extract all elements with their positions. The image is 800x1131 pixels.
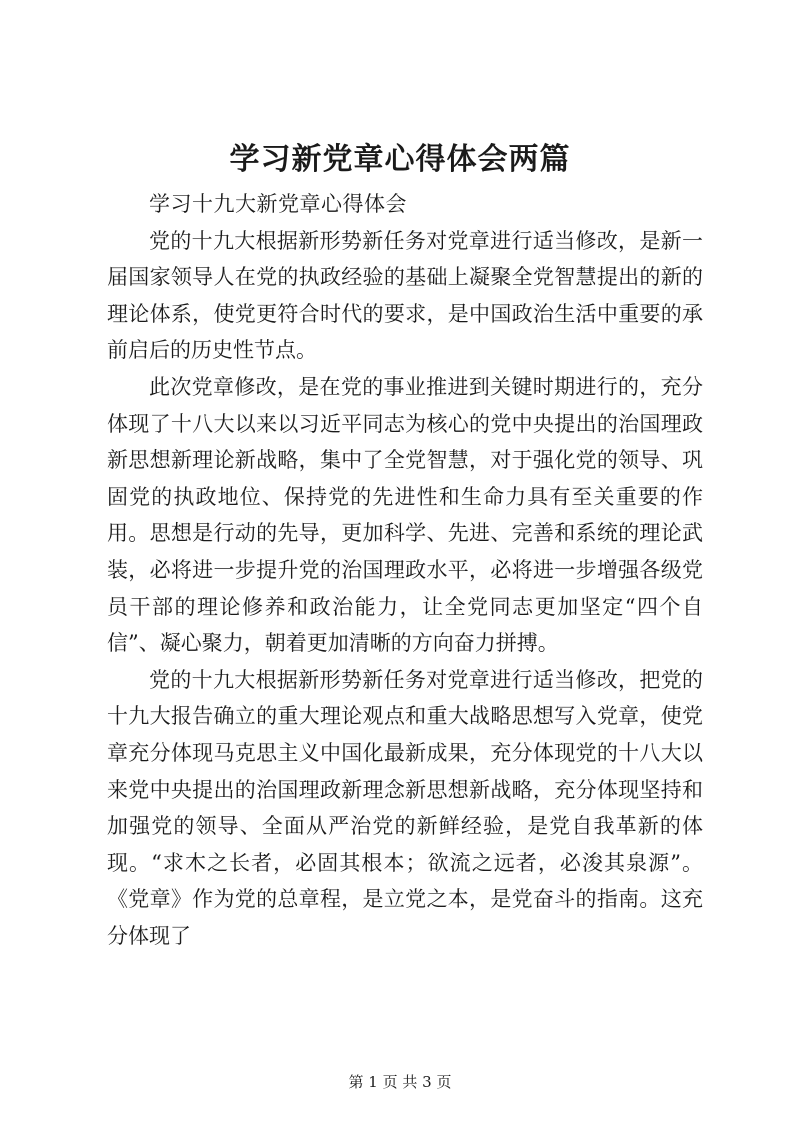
- document-title: 学习新党章心得体会两篇: [229, 142, 571, 177]
- paragraph-1: 党的十九大根据新形势新任务对党章进行适当修改，是新一届国家领导人在党的执政经验的基础上凝聚全党智慧提出的新的理论体系，使党更符合时代的要求，是中国政治生活中重要的承前启后的历史性节点。: [107, 228, 703, 363]
- paragraph-2: 此次党章修改，是在党的事业推进到关键时期进行的，充分体现了十八大以来以习近平同志为核心的党中央提出的治国理政新思想新理论新战略，集中了全党智慧，对于强化党的领导、巩固党的执政地位、保持党的先进性和生命力具有至关重要的作用。思想是行动的先导，更加科学、先进、完善和系统的理论武装，必将进一步提升党的治国理政水平，必将进一步增强各级党员干部的理论修养和政治能力，让全党同志更加坚定“四个自信”、凝心聚力，朝着更加清晰的方向奋力拼搏。: [107, 374, 703, 656]
- paragraph-3: 党的十九大根据新形势新任务对党章进行适当修改，把党的十九大报告确立的重大理论观点和重大战略思想写入党章，使党章充分体现马克思主义中国化最新成果，充分体现党的十八大以来党中央提出的治国理政新理念新思想新战略，充分体现坚持和加强党的领导、全面从严治党的新鲜经验，是党自我革新的体现。“求木之长者，必固其根本；欲流之远者，必浚其泉源”。《党章》作为党的总章程，是立党之本，是党奋斗的指南。这充分体现了: [107, 667, 703, 948]
- document-body: [107, 186, 703, 954]
- document-subtitle: 学习十九大新党章心得体会: [149, 192, 407, 216]
- page-number-footer: 第 1 页 共 3 页: [348, 1073, 452, 1091]
